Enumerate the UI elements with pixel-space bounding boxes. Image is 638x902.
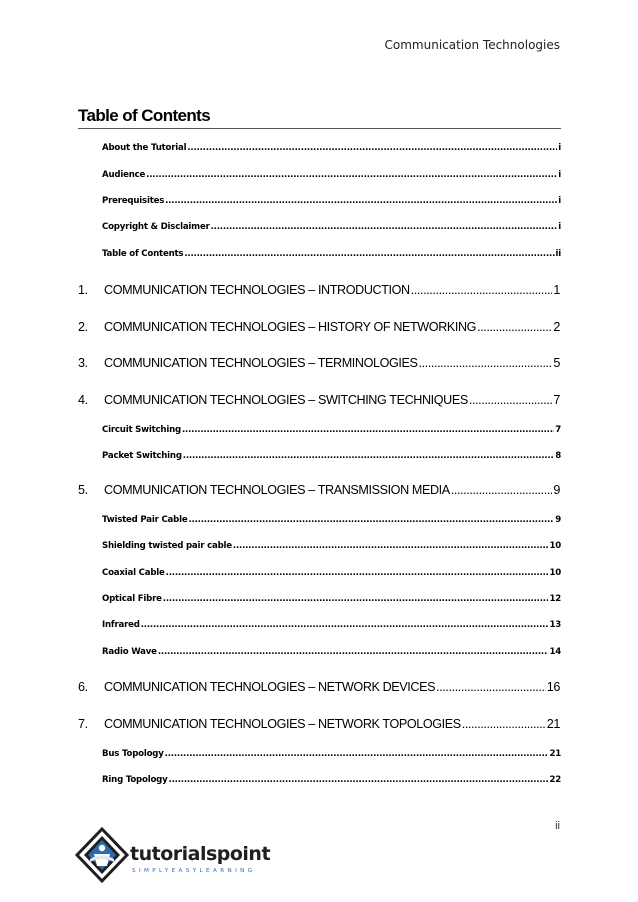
logo-wordmark: tutorialspoint	[130, 843, 271, 865]
chapter-page: 2	[553, 320, 560, 334]
toc-entry-label: Audience	[102, 170, 146, 180]
toc-entry-audience[interactable]	[102, 170, 561, 180]
toc-entry-page: 10	[549, 541, 561, 551]
toc-entry-page: 8	[555, 451, 561, 461]
toc-entry-prerequisites[interactable]	[102, 196, 561, 206]
toc-entry-ring-topology[interactable]	[102, 775, 561, 785]
page-number: ii	[555, 820, 560, 832]
toc-chapter-5[interactable]	[78, 483, 560, 497]
toc-entry-table-of-contents[interactable]	[102, 249, 561, 259]
toc-entry-page: i	[558, 170, 561, 180]
toc-entry-coaxial-cable[interactable]	[102, 568, 561, 578]
toc-entry-label: Radio Wave	[102, 647, 157, 657]
chapter-number: 6.	[78, 680, 88, 694]
toc-entry-label: Circuit Switching	[102, 425, 181, 435]
tutorialspoint-logo	[74, 826, 274, 884]
toc-entry-label: Coaxial Cable	[102, 568, 165, 578]
chapter-title: COMMUNICATION TECHNOLOGIES – INTRODUCTION	[104, 283, 410, 297]
toc-entry-label: Infrared	[102, 620, 140, 630]
toc-entry-label: Packet Switching	[102, 451, 182, 461]
toc-chapter-4[interactable]	[78, 393, 560, 407]
toc-entry-bus-topology[interactable]	[102, 749, 561, 759]
toc-chapter-6[interactable]	[78, 680, 560, 694]
toc-entry-label: Optical Fibre	[102, 594, 162, 604]
toc-entry-about[interactable]	[102, 143, 561, 153]
toc-entry-label: Copyright & Disclaimer	[102, 222, 210, 232]
toc-entry-copyright[interactable]	[102, 222, 561, 232]
toc-entry-label: Twisted Pair Cable	[102, 515, 188, 525]
chapter-title: COMMUNICATION TECHNOLOGIES – NETWORK DEVICES	[104, 680, 436, 694]
logo-tagline: SIMPLYEASYLEARNING	[132, 868, 256, 874]
toc-entry-page: 10	[549, 568, 561, 578]
toc-entry-label: Shielding twisted pair cable	[102, 541, 232, 551]
chapter-page: 1	[553, 283, 560, 297]
toc-entry-label: Table of Contents	[102, 249, 184, 259]
chapter-number: 5.	[78, 483, 88, 497]
toc-entry-page: 21	[549, 749, 561, 759]
chapter-number: 1.	[78, 283, 88, 297]
toc-entry-page: 14	[549, 647, 561, 657]
chapter-title: COMMUNICATION TECHNOLOGIES – NETWORK TOPOLOGIES	[104, 717, 461, 731]
toc-entry-page: 13	[549, 620, 561, 630]
toc-title: Table of Contents	[78, 106, 211, 125]
toc-entry-page: i	[558, 143, 561, 153]
chapter-title: COMMUNICATION TECHNOLOGIES – TERMINOLOGIES	[104, 356, 418, 370]
toc-entry-label: Bus Topology	[102, 749, 164, 759]
toc-chapter-7[interactable]	[78, 717, 560, 731]
toc-chapter-2[interactable]	[78, 320, 560, 334]
toc-chapter-3[interactable]	[78, 356, 560, 370]
toc-entry-label: Prerequisites	[102, 196, 165, 206]
toc-entry-optical-fibre[interactable]	[102, 594, 561, 604]
chapter-number: 2.	[78, 320, 88, 334]
chapter-page: 16	[546, 680, 560, 694]
chapter-title: COMMUNICATION TECHNOLOGIES – TRANSMISSION MEDIA	[104, 483, 450, 497]
toc-entry-page: 12	[549, 594, 561, 604]
chapter-title: COMMUNICATION TECHNOLOGIES – HISTORY OF NETWORKING	[104, 320, 477, 334]
logo-emblem-icon	[77, 829, 127, 881]
toc-entry-packet-switching[interactable]	[102, 451, 561, 461]
chapter-title: COMMUNICATION TECHNOLOGIES – SWITCHING TECHNIQUES	[104, 393, 468, 407]
chapter-page: 9	[553, 483, 560, 497]
chapter-page: 21	[546, 717, 560, 731]
chapter-number: 7.	[78, 717, 88, 731]
chapter-number: 3.	[78, 356, 88, 370]
toc-entry-radio-wave[interactable]	[102, 647, 561, 657]
toc-entry-page: i	[558, 222, 561, 232]
toc-entry-page: i	[558, 196, 561, 206]
chapter-number: 4.	[78, 393, 88, 407]
toc-entry-shielding-twisted-pair-cable[interactable]	[102, 541, 561, 551]
toc-entry-page: 22	[549, 775, 561, 785]
toc-entry-circuit-switching[interactable]	[102, 425, 561, 435]
toc-entry-page: 7	[555, 425, 561, 435]
toc-entry-page: 9	[555, 515, 561, 525]
chapter-page: 5	[553, 356, 560, 370]
toc-title-rule	[78, 128, 561, 129]
running-header: Communication Technologies	[384, 38, 560, 52]
toc-entry-twisted-pair-cable[interactable]	[102, 515, 561, 525]
toc-chapter-1[interactable]	[78, 283, 560, 297]
chapter-page: 7	[553, 393, 560, 407]
toc-entry-label: Ring Topology	[102, 775, 168, 785]
toc-entry-page: ii	[555, 249, 561, 259]
toc-entry-label: About the Tutorial	[102, 143, 187, 153]
toc-entry-infrared[interactable]	[102, 620, 561, 630]
